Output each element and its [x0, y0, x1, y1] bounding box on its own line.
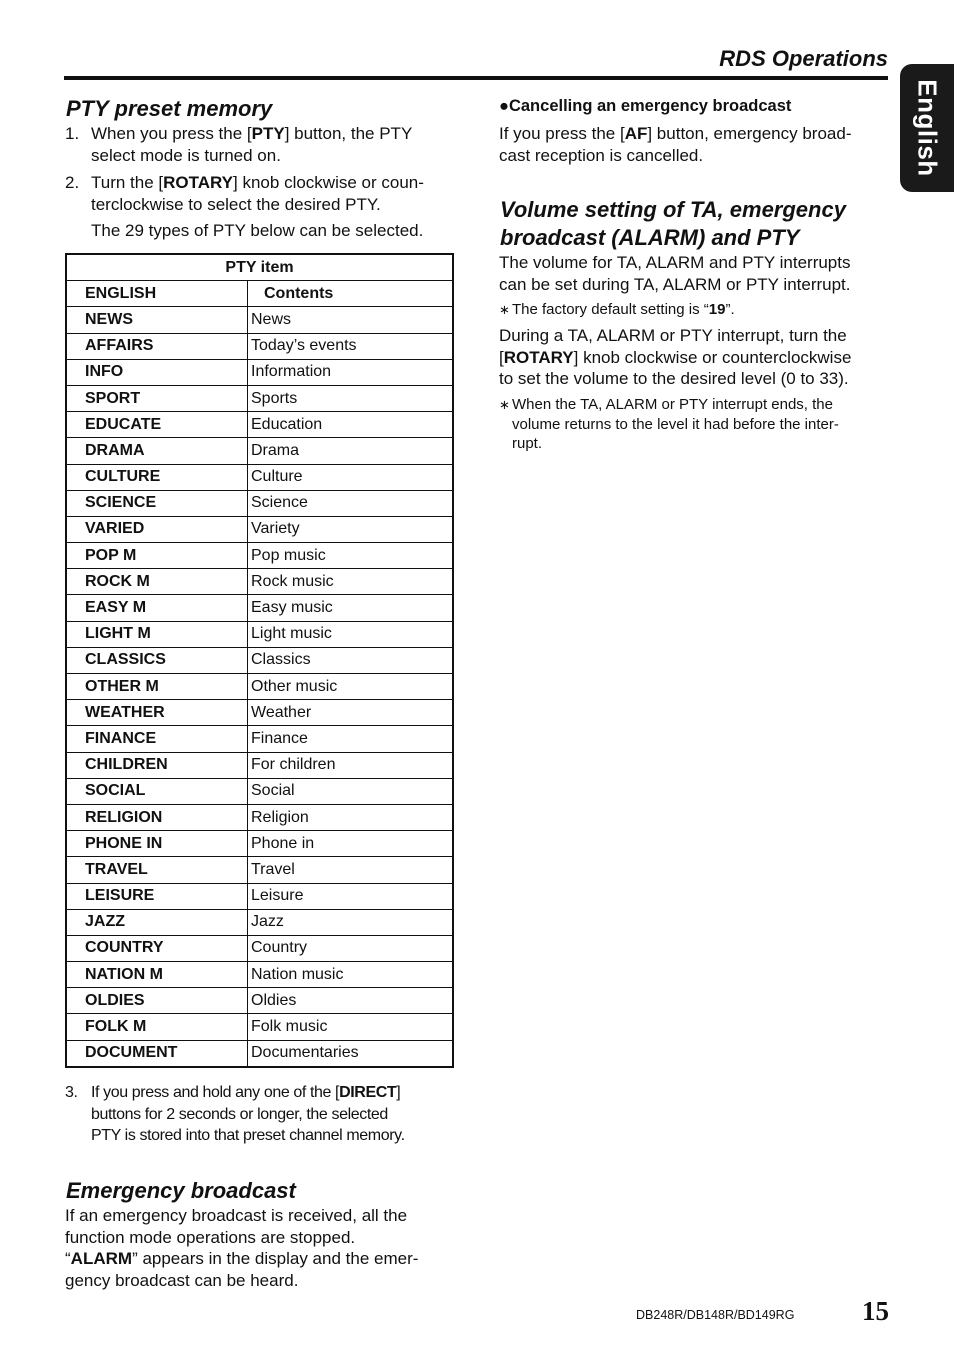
step-3-number: 3. — [65, 1084, 78, 1101]
pty-content: Variety — [248, 516, 454, 542]
pty-content: Classics — [248, 647, 454, 673]
step-1-number: 1. — [65, 124, 80, 143]
cancel-text — [499, 123, 851, 166]
table-row — [66, 621, 453, 647]
volume-note-2-line-3: rupt. — [512, 435, 543, 452]
step-3-line-1: If you press and hold any one of the [DIRECT] — [91, 1084, 401, 1101]
volume-heading-line-1: Volume setting of TA, emergency — [500, 197, 846, 222]
emergency-line-2: function mode operations are stopped. — [65, 1227, 356, 1247]
table-row — [66, 726, 453, 752]
pty-code: FOLK M — [66, 1014, 248, 1040]
pty-table-header-row — [66, 281, 453, 307]
table-row — [66, 333, 453, 359]
pty-content: Pop music — [248, 543, 454, 569]
pty-code: ROCK M — [66, 569, 248, 595]
volume-note-2 — [499, 395, 889, 457]
volume-instructions — [499, 325, 851, 390]
emergency-line-1: If an emergency broadcast is received, all the — [65, 1206, 408, 1225]
volume-note-1 — [499, 300, 889, 320]
table-row — [66, 962, 453, 988]
pty-code: EASY M — [66, 595, 248, 621]
volume-line-1: The volume for TA, ALARM and PTY interrupts — [499, 253, 851, 272]
pty-content: Information — [248, 359, 454, 385]
cancel-line-2: cast reception is cancelled. — [499, 145, 704, 165]
step-2-line-1: Turn the [ROTARY] knob clockwise or coun- — [91, 173, 424, 192]
step-3-line-3: PTY is stored into that preset channel memory. — [91, 1127, 405, 1144]
emergency-line-3: “ALARM” appears in the display and the emer- — [65, 1249, 419, 1268]
language-tab-label: English — [912, 79, 943, 177]
pty-content: News — [248, 307, 454, 333]
table-row — [66, 595, 453, 621]
pty-content: Weather — [248, 700, 454, 726]
emergency-heading: Emergency broadcast — [66, 1178, 296, 1203]
pty-code: FINANCE — [66, 726, 248, 752]
table-row — [66, 857, 453, 883]
cancel-heading-row — [499, 97, 791, 116]
table-row — [66, 674, 453, 700]
step-1-line-1: When you press the [PTY] button, the PTY — [91, 124, 413, 143]
pty-code: DOCUMENT — [66, 1040, 248, 1067]
pty-content: Drama — [248, 438, 454, 464]
table-row — [66, 752, 453, 778]
page-number: 15 — [862, 1296, 889, 1326]
cancel-heading: Cancelling an emergency broadcast — [508, 97, 792, 115]
volume-note-2-line-1: When the TA, ALARM or PTY interrupt ends, the — [512, 396, 833, 413]
pty-code: DRAMA — [66, 438, 248, 464]
pty-content: Jazz — [248, 909, 454, 935]
table-row — [66, 831, 453, 857]
pty-content: Travel — [248, 857, 454, 883]
pty-content: Social — [248, 778, 454, 804]
volume-note-2-line-2: volume returns to the level it had before the inter- — [512, 415, 839, 433]
pty-code: JAZZ — [66, 909, 248, 935]
table-row — [66, 569, 453, 595]
pty-code: COUNTRY — [66, 935, 248, 961]
column-header-english: ENGLISH — [66, 281, 248, 307]
table-row — [66, 804, 453, 830]
emergency-line-4: gency broadcast can be heard. — [65, 1270, 299, 1290]
pty-code: VARIED — [66, 516, 248, 542]
pty-table-title-row — [66, 254, 453, 281]
section-header: RDS Operations — [719, 46, 888, 71]
pty-content: Religion — [248, 804, 454, 830]
header-rule — [64, 76, 888, 80]
pty-code: TRAVEL — [66, 857, 248, 883]
table-row — [66, 385, 453, 411]
pty-code: WEATHER — [66, 700, 248, 726]
volume-line-2: can be set during TA, ALARM or PTY interrupt. — [499, 274, 851, 294]
volume-heading-line-2: broadcast (ALARM) and PTY — [500, 225, 800, 250]
step-3-line-2: buttons for 2 seconds or longer, the selected — [91, 1105, 388, 1123]
table-row — [66, 647, 453, 673]
pty-content: Country — [248, 935, 454, 961]
pty-code: SCIENCE — [66, 490, 248, 516]
language-tab — [900, 64, 954, 192]
pty-code: OLDIES — [66, 988, 248, 1014]
pty-content: Easy music — [248, 595, 454, 621]
table-row — [66, 307, 453, 333]
pty-preset-heading: PTY preset memory — [66, 96, 273, 121]
step-2-number: 2. — [65, 173, 80, 192]
pty-content: Nation music — [248, 962, 454, 988]
pty-code: CHILDREN — [66, 752, 248, 778]
pty-code: SPORT — [66, 385, 248, 411]
emergency-text — [65, 1205, 418, 1291]
step-2-line-2: terclockwise to select the desired PTY. — [91, 194, 381, 214]
step-1-line-2: select mode is turned on. — [91, 145, 281, 165]
pty-code: CLASSICS — [66, 647, 248, 673]
pty-code: PHONE IN — [66, 831, 248, 857]
pty-content: Folk music — [248, 1014, 454, 1040]
pty-code: NEWS — [66, 307, 248, 333]
bullet-icon: ● — [499, 97, 509, 115]
pty-code: CULTURE — [66, 464, 248, 490]
cancel-line-1: If you press the [AF] button, emergency broad- — [499, 124, 852, 143]
table-row — [66, 909, 453, 935]
volume-heading — [500, 196, 846, 252]
pty-content: Oldies — [248, 988, 454, 1014]
pty-code: LEISURE — [66, 883, 248, 909]
table-row — [66, 883, 453, 909]
table-row — [66, 988, 453, 1014]
pty-code: INFO — [66, 359, 248, 385]
pty-content: Leisure — [248, 883, 454, 909]
column-header-contents: Contents — [248, 281, 454, 307]
pty-code: SOCIAL — [66, 778, 248, 804]
pty-code: RELIGION — [66, 804, 248, 830]
pty-content: Finance — [248, 726, 454, 752]
volume-line-4: [ROTARY] knob clockwise or counterclockwise — [499, 347, 852, 367]
table-row — [66, 1014, 453, 1040]
asterisk-icon: ∗ — [499, 302, 510, 317]
pty-content: Science — [248, 490, 454, 516]
asterisk-icon: ∗ — [499, 397, 510, 412]
volume-intro — [499, 252, 851, 295]
pty-content: Sports — [248, 385, 454, 411]
volume-line-5: to set the volume to the desired level (0 to 33). — [499, 369, 849, 388]
pty-content: Rock music — [248, 569, 454, 595]
pty-table-title: PTY item — [66, 254, 453, 281]
pty-code: AFFAIRS — [66, 333, 248, 359]
table-row — [66, 464, 453, 490]
table-row — [66, 543, 453, 569]
pty-content: Today’s events — [248, 333, 454, 359]
table-row — [66, 412, 453, 438]
step-2-line-3: The 29 types of PTY below can be selected. — [91, 221, 424, 240]
model-codes: DB248R/DB148R/BD149RG — [636, 1308, 795, 1322]
pty-code: OTHER M — [66, 674, 248, 700]
pty-code: EDUCATE — [66, 412, 248, 438]
table-row — [66, 778, 453, 804]
table-row — [66, 359, 453, 385]
pty-code: NATION M — [66, 962, 248, 988]
table-row — [66, 516, 453, 542]
pty-content: Phone in — [248, 831, 454, 857]
pty-content: Culture — [248, 464, 454, 490]
pty-content: For children — [248, 752, 454, 778]
pty-table-body — [66, 307, 453, 1067]
table-row — [66, 438, 453, 464]
pty-content: Documentaries — [248, 1040, 454, 1067]
table-row — [66, 1040, 453, 1067]
table-row — [66, 935, 453, 961]
pty-content: Other music — [248, 674, 454, 700]
volume-line-3: During a TA, ALARM or PTY interrupt, turn the — [499, 326, 847, 345]
pty-table — [65, 253, 454, 1068]
table-row — [66, 490, 453, 516]
table-row — [66, 700, 453, 726]
volume-note-1-text: The factory default setting is “19”. — [512, 301, 735, 318]
pty-content: Education — [248, 412, 454, 438]
pty-code: LIGHT M — [66, 621, 248, 647]
pty-content: Light music — [248, 621, 454, 647]
pty-code: POP M — [66, 543, 248, 569]
